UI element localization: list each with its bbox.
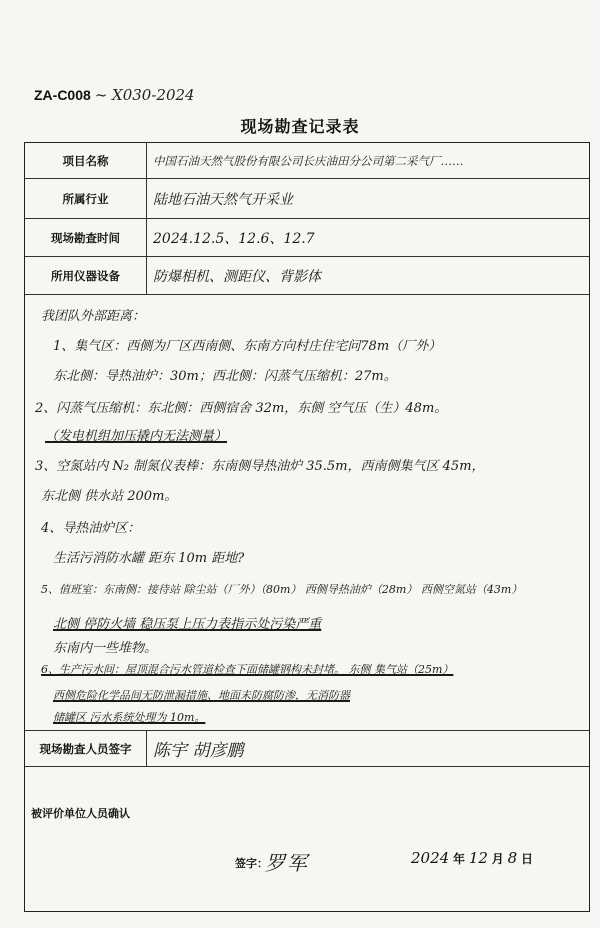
label-survey-time: 现场勘查时间 (25, 219, 147, 256)
note-line: 西侧危险化学品间无防泄漏措施、地面未防腐防渗，无消防器 (53, 689, 350, 702)
row-survey-notes (25, 295, 589, 731)
confirmation-label: 被评价单位人员确认 (31, 807, 130, 820)
row-confirmation (25, 767, 589, 911)
note-line: 1、集气区：西侧为厂区西南侧、东南方向村庄住宅问78m（厂外） (53, 339, 442, 354)
label-equipment: 所用仪器设备 (25, 257, 147, 294)
label-project-name: 项目名称 (25, 143, 147, 178)
note-line: 6、生产污水间：屋顶混合污水管道检查下面储罐钢构未封堵。 东侧 集气站（25m） (41, 663, 454, 676)
date-day-unit: 日 (521, 852, 534, 866)
note-line: 2、闪蒸气压缩机：东北侧：西侧宿舍 32m，东侧 空气压（生）48m。 (35, 401, 448, 416)
note-line: 东北侧 供水站 200m。 (41, 489, 178, 504)
date-day: 8 (507, 849, 518, 867)
note-line: （发电机组加压撬内无法测量） (45, 429, 228, 444)
label-inspector-signature: 现场勘查人员签字 (25, 731, 147, 766)
row-industry (25, 179, 589, 219)
value-inspector-signature: 陈宇 胡彦鹏 (153, 741, 244, 761)
value-project-name: 中国石油天然气股份有限公司长庆油田分公司第二采气厂…… (153, 153, 464, 168)
date-month-unit: 月 (491, 852, 504, 866)
note-line: 北侧 停防火墙 稳压泵上压力表指示处污染严重 (53, 617, 322, 632)
row-inspector-signature (25, 731, 589, 767)
sign-label: 签字： (235, 857, 268, 870)
date-year: 2024 (411, 849, 450, 867)
date-month: 12 (468, 849, 488, 867)
note-line: 5、值班室：东南侧：接待站 除尘站（厂外）（80m） 西侧导热油炉（28m） 西侧空氮站（43m） (41, 583, 523, 596)
row-project-name (25, 143, 589, 179)
row-survey-time (25, 219, 589, 257)
document-code-printed: ZA-C008 (34, 87, 91, 103)
note-line: 东南内一些堆物。 (53, 641, 158, 656)
value-industry: 陆地石油天然气开采业 (153, 191, 293, 208)
note-line: 4、导热油炉区： (41, 521, 141, 536)
note-line: 我团队外部距离： (41, 309, 146, 324)
label-industry: 所属行业 (25, 179, 147, 218)
date-year-unit: 年 (453, 852, 466, 866)
value-survey-time: 2024.12.5、12.6、12.7 (153, 230, 315, 247)
value-equipment: 防爆相机、测距仪、背影体 (153, 268, 321, 285)
note-line: 生活污消防水罐 距东 10m 距地? (53, 551, 245, 566)
document-code-handwritten: ~ X030-2024 (94, 86, 195, 104)
page-title: 现场勘查记录表 (240, 117, 360, 136)
record-form (24, 142, 590, 912)
note-line: 东北侧：导热油炉：30m；西北侧：闪蒸气压缩机：27m。 (53, 369, 397, 384)
note-line: 储罐区 污水系统处理为 10m。 (53, 711, 206, 724)
row-equipment (25, 257, 589, 295)
sign-date (411, 849, 533, 867)
sign-name: 罗军 (265, 851, 309, 875)
document-code (34, 86, 195, 104)
note-line: 3、空氮站内 N₂ 制氮仪表棒：东南侧导热油炉 35.5m，西南侧集气区 45m， (35, 459, 485, 474)
confirmation-signature (25, 849, 589, 879)
